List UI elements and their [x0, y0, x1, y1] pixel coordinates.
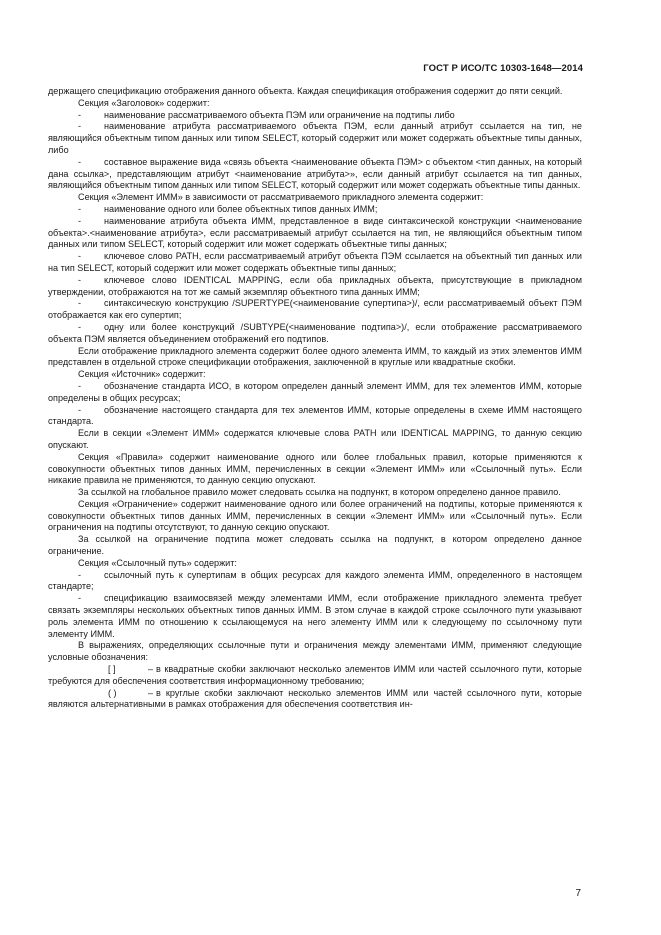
list-item — [48, 570, 582, 594]
list-dash: - — [78, 109, 82, 120]
legend-text: в круглые скобки заключают несколько элементов ИММ или частей ссылочного пути, которые являются альтернативными в рамках отображения для обеспечения соответствия ин- — [48, 687, 582, 710]
list-item — [48, 110, 582, 122]
list-item — [48, 121, 582, 156]
list-item-text: ссылочный путь к супертипам в общих ресурсах для каждого элемента ИММ, определенного в настоящем стандарте; — [48, 569, 582, 592]
page-header: ГОСТ Р ИСО/ТС 10303-1648—2014 — [423, 63, 583, 74]
list-item — [48, 322, 582, 346]
list-item-text: обозначение настоящего стандарта для тех элементов ИММ, которые определены в схеме ИММ настоящего стандарта. — [48, 404, 582, 427]
list-item — [48, 216, 582, 251]
list-dash: - — [78, 274, 82, 285]
legend-text: в квадратные скобки заключают несколько элементов ИММ или частей ссылочного пути, которые требуются для обеспечения соответствия информационному требованию; — [48, 664, 582, 686]
list-item-text: составное выражение вида «связь объекта <наименование объекта ПЭМ> с объектом <тип данных, на который дана ссылка>, представляющим атрибут <наименование атрибута>», если данный атрибут ссылается на тип данных, являющийся объектным типом данных или типом SELECT, который содержит или может содержать объектные типы данных. — [48, 156, 582, 191]
list-dash: - — [78, 380, 82, 391]
legend-item — [48, 688, 582, 712]
document-body — [48, 86, 582, 711]
list-dash: - — [78, 121, 82, 132]
paragraph: В выражениях, определяющих ссылочные пути и ограничения между элементами ИММ, применяют следующие условные обозначения: — [48, 640, 582, 663]
list-item-text: обозначение стандарта ИСО, в котором определен данный элемент ИММ, для тех элементов ИММ, которые определены в общих ресурсах; — [48, 380, 582, 403]
list-item-text: ключевое слово PATH, если рассматриваемый атрибут объекта ПЭМ ссылается на объектный тип данных или на тип SELECT, который содержит или может содержать объектные типы данных; — [48, 251, 582, 273]
list-dash: - — [78, 156, 82, 167]
list-item-text: ключевое слово IDENTICAL MAPPING, если оба прикладных объекта, присутствующие в прикладном утверждении, отображаются на тот же самый экземпляр объектного типа данных ИММ; — [48, 274, 582, 297]
list-item-text: одну или более конструкций /SUBTYPE(<наименование подтипа>)/, если отображение рассматриваемого объекта ПЭМ является объединением отображений его подтипов. — [48, 321, 582, 344]
legend-symbol: ( ) — [108, 687, 117, 698]
legend-dash: – — [148, 664, 154, 675]
paragraph: Секция «Элемент ИММ» в зависимости от рассматриваемого прикладного элемента содержит: — [78, 192, 484, 203]
list-item — [48, 381, 582, 405]
list-item — [48, 251, 582, 275]
list-item — [48, 405, 582, 429]
page-number: 7 — [575, 888, 581, 899]
list-item-text: наименование атрибута рассматриваемого объекта ПЭМ, если данный атрибут ссылается на тип, не являющийся объектным типом данных или типом SELECT, который содержит или может содержать объектные типы данных, либо — [48, 121, 582, 155]
list-item — [48, 204, 582, 216]
list-item-text: наименование одного или более объектных типов данных ИММ; — [104, 203, 378, 214]
list-item-text: спецификацию взаимосвязей между элементами ИММ, если отображение прикладного элемента требует связать экземпляры нескольких объектных типов данных ИММ. В этом случае в каждой строке ссылочного пути указывают роль элемента ИММ по отношению к ссылающемуся на него элементу ИММ или к следующему по ссылочному пути элементу ИММ. — [48, 593, 582, 639]
paragraph: Секция «Источник» содержит: — [78, 369, 206, 380]
list-dash: - — [78, 321, 82, 332]
paragraph: Если отображение прикладного элемента содержит более одного элемента ИММ, то каждый из этих элементов ИММ представлен в отдельной строке спецификации отображения, заключенной в круглые или квадратные скобки. — [48, 345, 582, 368]
paragraph: За ссылкой на ограничение подтипа может следовать ссылка на подпункт, в котором определено данное ограничение. — [48, 534, 582, 557]
list-dash: - — [78, 203, 82, 214]
paragraph: За ссылкой на глобальное правило может следовать ссылка на подпункт, в котором определено данное правило. — [78, 487, 561, 498]
list-item — [48, 157, 582, 192]
legend-item — [48, 664, 582, 688]
paragraph: Секция «Ограничение» содержит наименование одного или более ограничений на подтипы, которые применяются к совокупности объектных типов данных ИММ, перечисленных в секции «Элемент ИММ» или «Ссылочный путь». Если ограничения на подтипы отсутствуют, то данную секцию опускают. — [48, 498, 582, 533]
legend-symbol: [ ] — [108, 664, 116, 675]
list-dash: - — [78, 251, 82, 262]
list-dash: - — [78, 569, 82, 580]
list-item-text: синтаксическую конструкцию /SUPERTYPE(<наименование супертипа>)/, если рассматриваемый объект ПЭМ отображается как его супертип; — [48, 298, 582, 321]
list-item-text: наименование рассматриваемого объекта ПЭМ или ограничение на подтипы либо — [104, 109, 455, 120]
list-dash: - — [78, 215, 82, 226]
list-item — [48, 593, 582, 640]
legend-dash: – — [148, 687, 154, 698]
paragraph: Секция «Правила» содержит наименование одного или более глобальных правил, которые применяются к совокупности объектных типов данных ИММ, перечисленных в секции «Элемент ИММ» или «Ссылочный путь». Если никакие правила не применяются, то данную секцию опускают. — [48, 451, 582, 486]
paragraph: Секция «Ссылочный путь» содержит: — [78, 557, 237, 568]
paragraph: держащего спецификацию отображения данного объекта. Каждая спецификация отображения содержит до пяти секций. — [48, 86, 563, 96]
list-dash: - — [78, 298, 82, 309]
list-dash: - — [78, 593, 82, 604]
list-item — [48, 298, 582, 322]
list-item — [48, 275, 582, 299]
paragraph: Если в секции «Элемент ИММ» содержатся ключевые слова PATH или IDENTICAL MAPPING, то данную секцию опускают. — [48, 428, 582, 450]
paragraph: Секция «Заголовок» содержит: — [78, 97, 210, 108]
list-item-text: наименование атрибута объекта ИММ, представленное в виде синтаксической конструкции <наименование объекта>.<наименование атрибута>, если рассматриваемый атрибут ссылается на тип, не являющийся объектным типом данных или типом SELECT, который содержит или может содержать объектные типы данных; — [48, 215, 582, 250]
list-dash: - — [78, 404, 82, 415]
